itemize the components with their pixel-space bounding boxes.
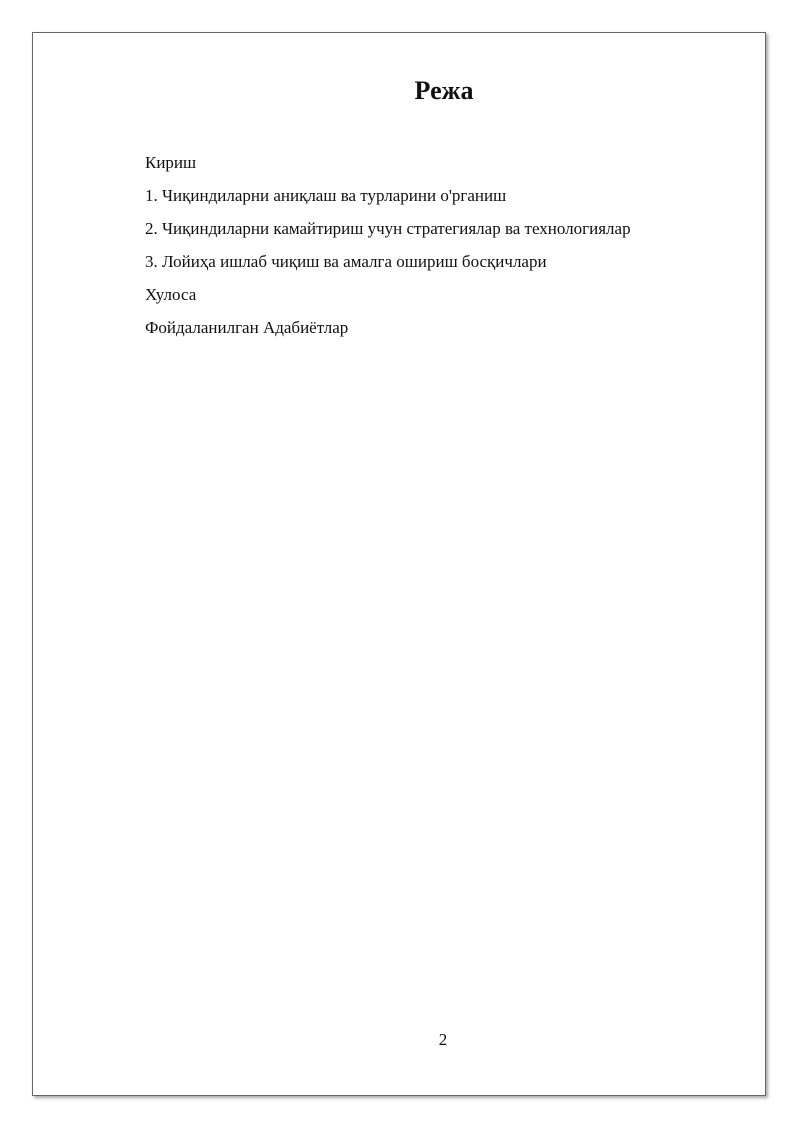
toc-item-conclusion: Хулоса	[145, 285, 197, 304]
toc-item-section-3: 3. Лойиҳа ишлаб чиқиш ва амалга ошириш босқичлари	[145, 252, 547, 271]
toc-item-section-2: 2. Чиқиндиларни камайтириш учун стратегиялар ва технологиялар	[145, 219, 631, 238]
page-number: 2	[438, 1030, 448, 1049]
table-of-contents	[145, 146, 735, 344]
toc-item-section-1: 1. Чиқиндиларни аниқлаш ва турларини o'рганиш	[145, 186, 507, 205]
toc-item-introduction: Кириш	[145, 153, 197, 172]
page-title: Режа	[414, 76, 474, 105]
toc-item-references: Фойдаланилган Адабиётлар	[145, 318, 349, 337]
